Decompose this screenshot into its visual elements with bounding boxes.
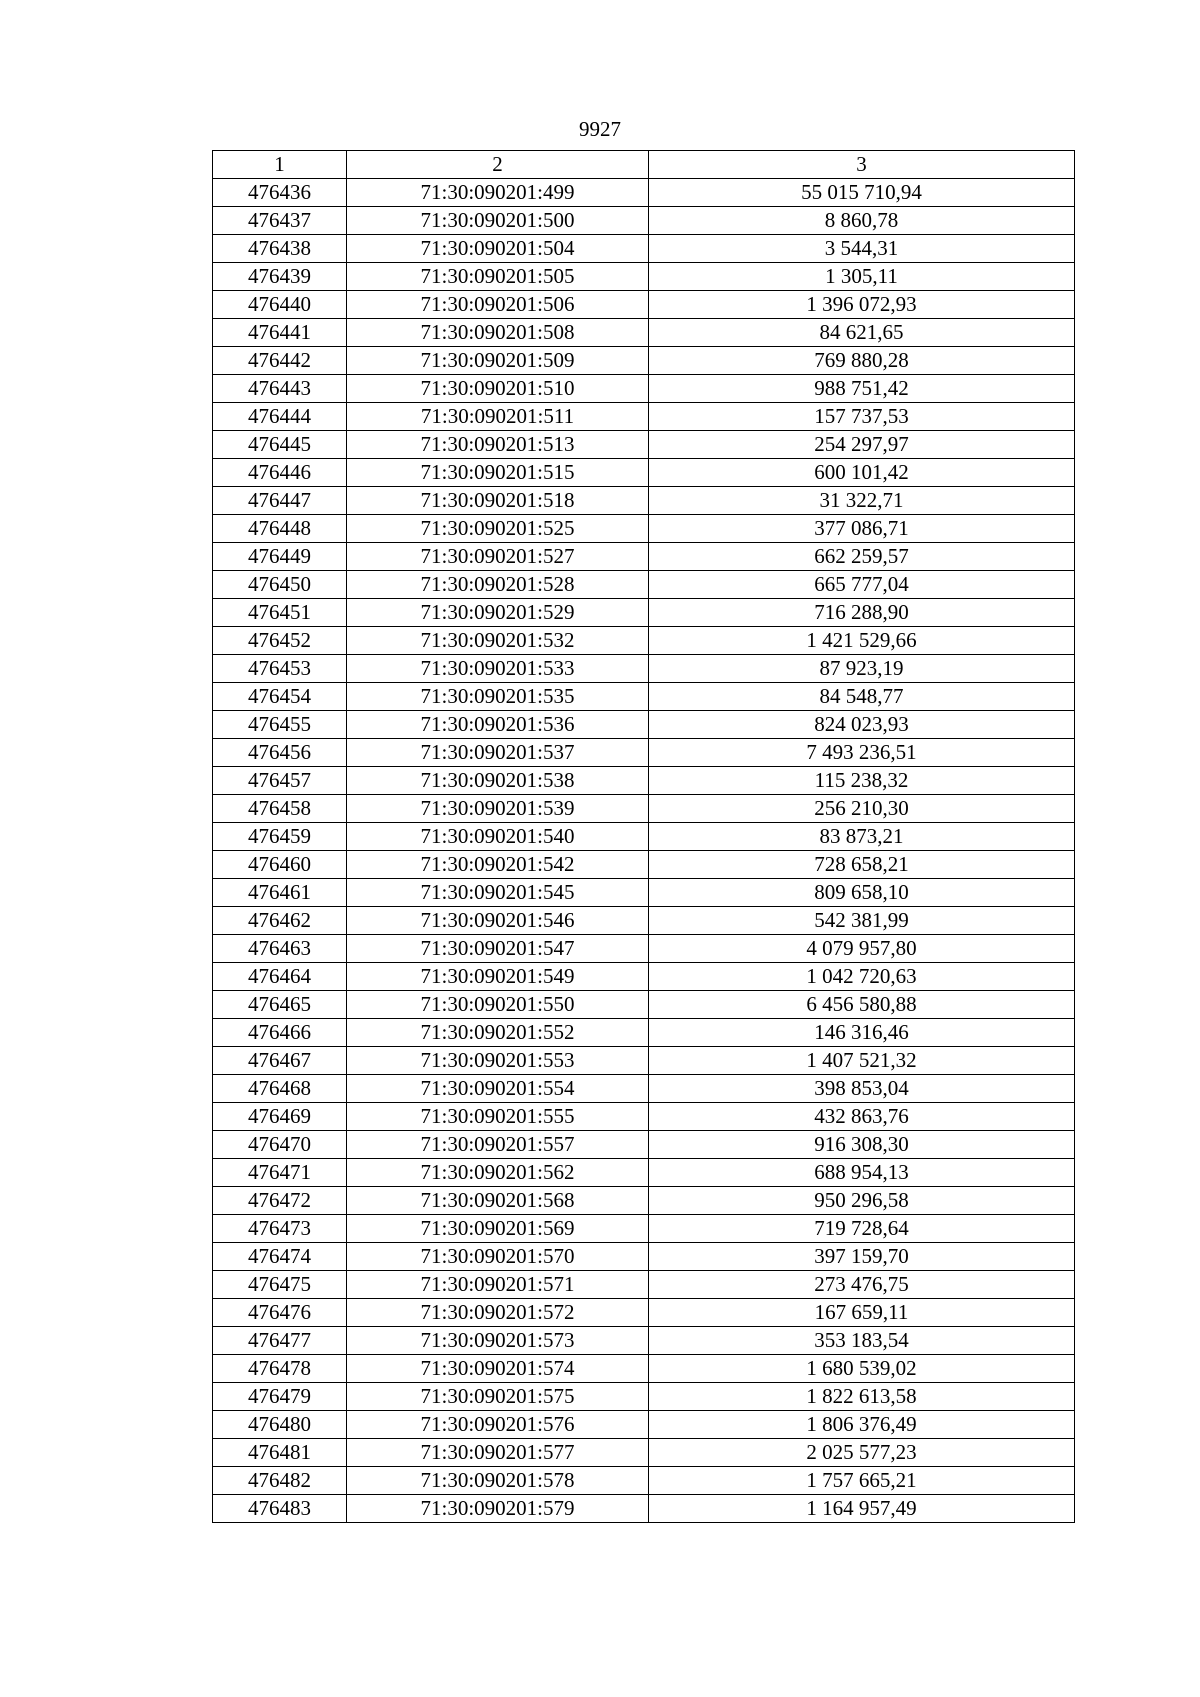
table-row [213, 1439, 1075, 1467]
cell-number: 476451 [213, 599, 347, 627]
cell-value: 8 860,78 [649, 207, 1075, 235]
cell-cadastral-id: 71:30:090201:557 [347, 1131, 649, 1159]
table-row [213, 487, 1075, 515]
cell-number: 476481 [213, 1439, 347, 1467]
cell-number: 476480 [213, 1411, 347, 1439]
cell-value: 6 456 580,88 [649, 991, 1075, 1019]
table-row [213, 1019, 1075, 1047]
cell-value: 83 873,21 [649, 823, 1075, 851]
cell-cadastral-id: 71:30:090201:500 [347, 207, 649, 235]
cell-cadastral-id: 71:30:090201:547 [347, 935, 649, 963]
cell-value: 254 297,97 [649, 431, 1075, 459]
cell-number: 476472 [213, 1187, 347, 1215]
table-row [213, 235, 1075, 263]
table-row [213, 1103, 1075, 1131]
cell-number: 476446 [213, 459, 347, 487]
cell-cadastral-id: 71:30:090201:553 [347, 1047, 649, 1075]
cell-value: 84 548,77 [649, 683, 1075, 711]
table-row [213, 1215, 1075, 1243]
table-body [213, 179, 1075, 1523]
table-row [213, 907, 1075, 935]
page-number: 9927 [579, 117, 621, 141]
column-header-1: 1 [213, 151, 347, 179]
cell-value: 716 288,90 [649, 599, 1075, 627]
cell-value: 1 305,11 [649, 263, 1075, 291]
cell-value: 87 923,19 [649, 655, 1075, 683]
table-row [213, 207, 1075, 235]
cell-number: 476438 [213, 235, 347, 263]
table-row [213, 347, 1075, 375]
table-row [213, 1075, 1075, 1103]
cell-cadastral-id: 71:30:090201:576 [347, 1411, 649, 1439]
cell-number: 476445 [213, 431, 347, 459]
cell-cadastral-id: 71:30:090201:511 [347, 403, 649, 431]
table-row [213, 1243, 1075, 1271]
table-row [213, 711, 1075, 739]
table-row [213, 375, 1075, 403]
cell-value: 600 101,42 [649, 459, 1075, 487]
cell-value: 988 751,42 [649, 375, 1075, 403]
cell-cadastral-id: 71:30:090201:537 [347, 739, 649, 767]
cell-value: 1 680 539,02 [649, 1355, 1075, 1383]
cell-cadastral-id: 71:30:090201:508 [347, 319, 649, 347]
cell-value: 728 658,21 [649, 851, 1075, 879]
table-row [213, 319, 1075, 347]
column-header-2: 2 [347, 151, 649, 179]
cell-value: 1 042 720,63 [649, 963, 1075, 991]
table-row [213, 963, 1075, 991]
table-row [213, 655, 1075, 683]
table-row [213, 1271, 1075, 1299]
cell-number: 476458 [213, 795, 347, 823]
table-row [213, 263, 1075, 291]
cell-value: 115 238,32 [649, 767, 1075, 795]
cell-cadastral-id: 71:30:090201:549 [347, 963, 649, 991]
cell-value: 1 164 957,49 [649, 1495, 1075, 1523]
cell-value: 84 621,65 [649, 319, 1075, 347]
cell-value: 4 079 957,80 [649, 935, 1075, 963]
cell-cadastral-id: 71:30:090201:538 [347, 767, 649, 795]
cell-cadastral-id: 71:30:090201:515 [347, 459, 649, 487]
cell-cadastral-id: 71:30:090201:536 [347, 711, 649, 739]
cell-number: 476443 [213, 375, 347, 403]
cell-number: 476463 [213, 935, 347, 963]
table-row [213, 1131, 1075, 1159]
cell-number: 476466 [213, 1019, 347, 1047]
cell-value: 824 023,93 [649, 711, 1075, 739]
cell-value: 1 806 376,49 [649, 1411, 1075, 1439]
cell-cadastral-id: 71:30:090201:571 [347, 1271, 649, 1299]
cell-cadastral-id: 71:30:090201:570 [347, 1243, 649, 1271]
cell-value: 146 316,46 [649, 1019, 1075, 1047]
cell-number: 476464 [213, 963, 347, 991]
cell-number: 476457 [213, 767, 347, 795]
cell-value: 916 308,30 [649, 1131, 1075, 1159]
cell-number: 476449 [213, 543, 347, 571]
cell-cadastral-id: 71:30:090201:528 [347, 571, 649, 599]
table-row [213, 403, 1075, 431]
table-row [213, 1299, 1075, 1327]
cell-number: 476461 [213, 879, 347, 907]
cell-cadastral-id: 71:30:090201:505 [347, 263, 649, 291]
cell-value: 377 086,71 [649, 515, 1075, 543]
cell-value: 719 728,64 [649, 1215, 1075, 1243]
data-table [212, 150, 1075, 1523]
cell-number: 476441 [213, 319, 347, 347]
cell-value: 273 476,75 [649, 1271, 1075, 1299]
cell-number: 476467 [213, 1047, 347, 1075]
table-row [213, 599, 1075, 627]
table-row [213, 1467, 1075, 1495]
cell-number: 476456 [213, 739, 347, 767]
cell-value: 2 025 577,23 [649, 1439, 1075, 1467]
table-row [213, 543, 1075, 571]
table-row [213, 935, 1075, 963]
cell-number: 476442 [213, 347, 347, 375]
table-row [213, 823, 1075, 851]
column-header-3: 3 [649, 151, 1075, 179]
cell-number: 476447 [213, 487, 347, 515]
table-row [213, 291, 1075, 319]
cell-number: 476455 [213, 711, 347, 739]
cell-number: 476482 [213, 1467, 347, 1495]
cell-cadastral-id: 71:30:090201:574 [347, 1355, 649, 1383]
table-row [213, 683, 1075, 711]
cell-number: 476476 [213, 1299, 347, 1327]
cell-number: 476437 [213, 207, 347, 235]
cell-number: 476469 [213, 1103, 347, 1131]
cell-cadastral-id: 71:30:090201:509 [347, 347, 649, 375]
cell-cadastral-id: 71:30:090201:527 [347, 543, 649, 571]
cell-cadastral-id: 71:30:090201:579 [347, 1495, 649, 1523]
cell-value: 256 210,30 [649, 795, 1075, 823]
cell-value: 1 757 665,21 [649, 1467, 1075, 1495]
cell-cadastral-id: 71:30:090201:578 [347, 1467, 649, 1495]
cell-value: 688 954,13 [649, 1159, 1075, 1187]
cell-cadastral-id: 71:30:090201:575 [347, 1383, 649, 1411]
cell-value: 665 777,04 [649, 571, 1075, 599]
table-row [213, 1355, 1075, 1383]
cell-value: 1 421 529,66 [649, 627, 1075, 655]
cell-number: 476448 [213, 515, 347, 543]
table-row [213, 1411, 1075, 1439]
cell-cadastral-id: 71:30:090201:568 [347, 1187, 649, 1215]
cell-number: 476453 [213, 655, 347, 683]
table-row [213, 459, 1075, 487]
cell-cadastral-id: 71:30:090201:539 [347, 795, 649, 823]
table-row [213, 627, 1075, 655]
table-row [213, 1495, 1075, 1523]
cell-cadastral-id: 71:30:090201:562 [347, 1159, 649, 1187]
cell-cadastral-id: 71:30:090201:532 [347, 627, 649, 655]
cell-value: 167 659,11 [649, 1299, 1075, 1327]
cell-number: 476436 [213, 179, 347, 207]
cell-number: 476452 [213, 627, 347, 655]
cell-value: 542 381,99 [649, 907, 1075, 935]
cell-value: 662 259,57 [649, 543, 1075, 571]
table-row [213, 879, 1075, 907]
table-row [213, 431, 1075, 459]
table-row [213, 795, 1075, 823]
cell-value: 397 159,70 [649, 1243, 1075, 1271]
cell-cadastral-id: 71:30:090201:499 [347, 179, 649, 207]
cell-number: 476479 [213, 1383, 347, 1411]
table-row [213, 739, 1075, 767]
cell-value: 1 822 613,58 [649, 1383, 1075, 1411]
cell-value: 7 493 236,51 [649, 739, 1075, 767]
table-row [213, 1047, 1075, 1075]
cell-cadastral-id: 71:30:090201:542 [347, 851, 649, 879]
cell-cadastral-id: 71:30:090201:540 [347, 823, 649, 851]
cell-cadastral-id: 71:30:090201:518 [347, 487, 649, 515]
table-row [213, 1159, 1075, 1187]
cell-number: 476459 [213, 823, 347, 851]
cell-number: 476454 [213, 683, 347, 711]
cell-cadastral-id: 71:30:090201:546 [347, 907, 649, 935]
cell-value: 31 322,71 [649, 487, 1075, 515]
cell-value: 353 183,54 [649, 1327, 1075, 1355]
cell-value: 55 015 710,94 [649, 179, 1075, 207]
table-row [213, 1383, 1075, 1411]
cell-value: 398 853,04 [649, 1075, 1075, 1103]
cell-cadastral-id: 71:30:090201:577 [347, 1439, 649, 1467]
cell-cadastral-id: 71:30:090201:506 [347, 291, 649, 319]
cell-number: 476475 [213, 1271, 347, 1299]
table-row [213, 571, 1075, 599]
cell-number: 476450 [213, 571, 347, 599]
cell-cadastral-id: 71:30:090201:525 [347, 515, 649, 543]
cell-cadastral-id: 71:30:090201:529 [347, 599, 649, 627]
cell-value: 1 396 072,93 [649, 291, 1075, 319]
cell-cadastral-id: 71:30:090201:573 [347, 1327, 649, 1355]
table-row [213, 851, 1075, 879]
cell-cadastral-id: 71:30:090201:504 [347, 235, 649, 263]
cell-number: 476471 [213, 1159, 347, 1187]
cell-number: 476474 [213, 1243, 347, 1271]
cell-value: 157 737,53 [649, 403, 1075, 431]
cell-value: 3 544,31 [649, 235, 1075, 263]
cell-value: 432 863,76 [649, 1103, 1075, 1131]
table-row [213, 1327, 1075, 1355]
cell-cadastral-id: 71:30:090201:555 [347, 1103, 649, 1131]
cell-cadastral-id: 71:30:090201:510 [347, 375, 649, 403]
table-row [213, 767, 1075, 795]
cell-cadastral-id: 71:30:090201:569 [347, 1215, 649, 1243]
cell-cadastral-id: 71:30:090201:552 [347, 1019, 649, 1047]
cell-number: 476439 [213, 263, 347, 291]
cell-value: 769 880,28 [649, 347, 1075, 375]
cell-number: 476440 [213, 291, 347, 319]
cell-number: 476462 [213, 907, 347, 935]
table-row [213, 991, 1075, 1019]
cell-cadastral-id: 71:30:090201:513 [347, 431, 649, 459]
cell-value: 1 407 521,32 [649, 1047, 1075, 1075]
cell-cadastral-id: 71:30:090201:533 [347, 655, 649, 683]
cell-number: 476465 [213, 991, 347, 1019]
cell-cadastral-id: 71:30:090201:554 [347, 1075, 649, 1103]
cell-number: 476473 [213, 1215, 347, 1243]
cell-number: 476468 [213, 1075, 347, 1103]
cell-cadastral-id: 71:30:090201:545 [347, 879, 649, 907]
cell-cadastral-id: 71:30:090201:572 [347, 1299, 649, 1327]
cell-number: 476483 [213, 1495, 347, 1523]
cell-cadastral-id: 71:30:090201:550 [347, 991, 649, 1019]
cell-number: 476478 [213, 1355, 347, 1383]
table-row [213, 515, 1075, 543]
cell-number: 476477 [213, 1327, 347, 1355]
cell-number: 476444 [213, 403, 347, 431]
table-row [213, 179, 1075, 207]
cell-number: 476460 [213, 851, 347, 879]
table-row [213, 1187, 1075, 1215]
cell-value: 809 658,10 [649, 879, 1075, 907]
cell-cadastral-id: 71:30:090201:535 [347, 683, 649, 711]
table-header-row [213, 151, 1075, 179]
cell-value: 950 296,58 [649, 1187, 1075, 1215]
cell-number: 476470 [213, 1131, 347, 1159]
